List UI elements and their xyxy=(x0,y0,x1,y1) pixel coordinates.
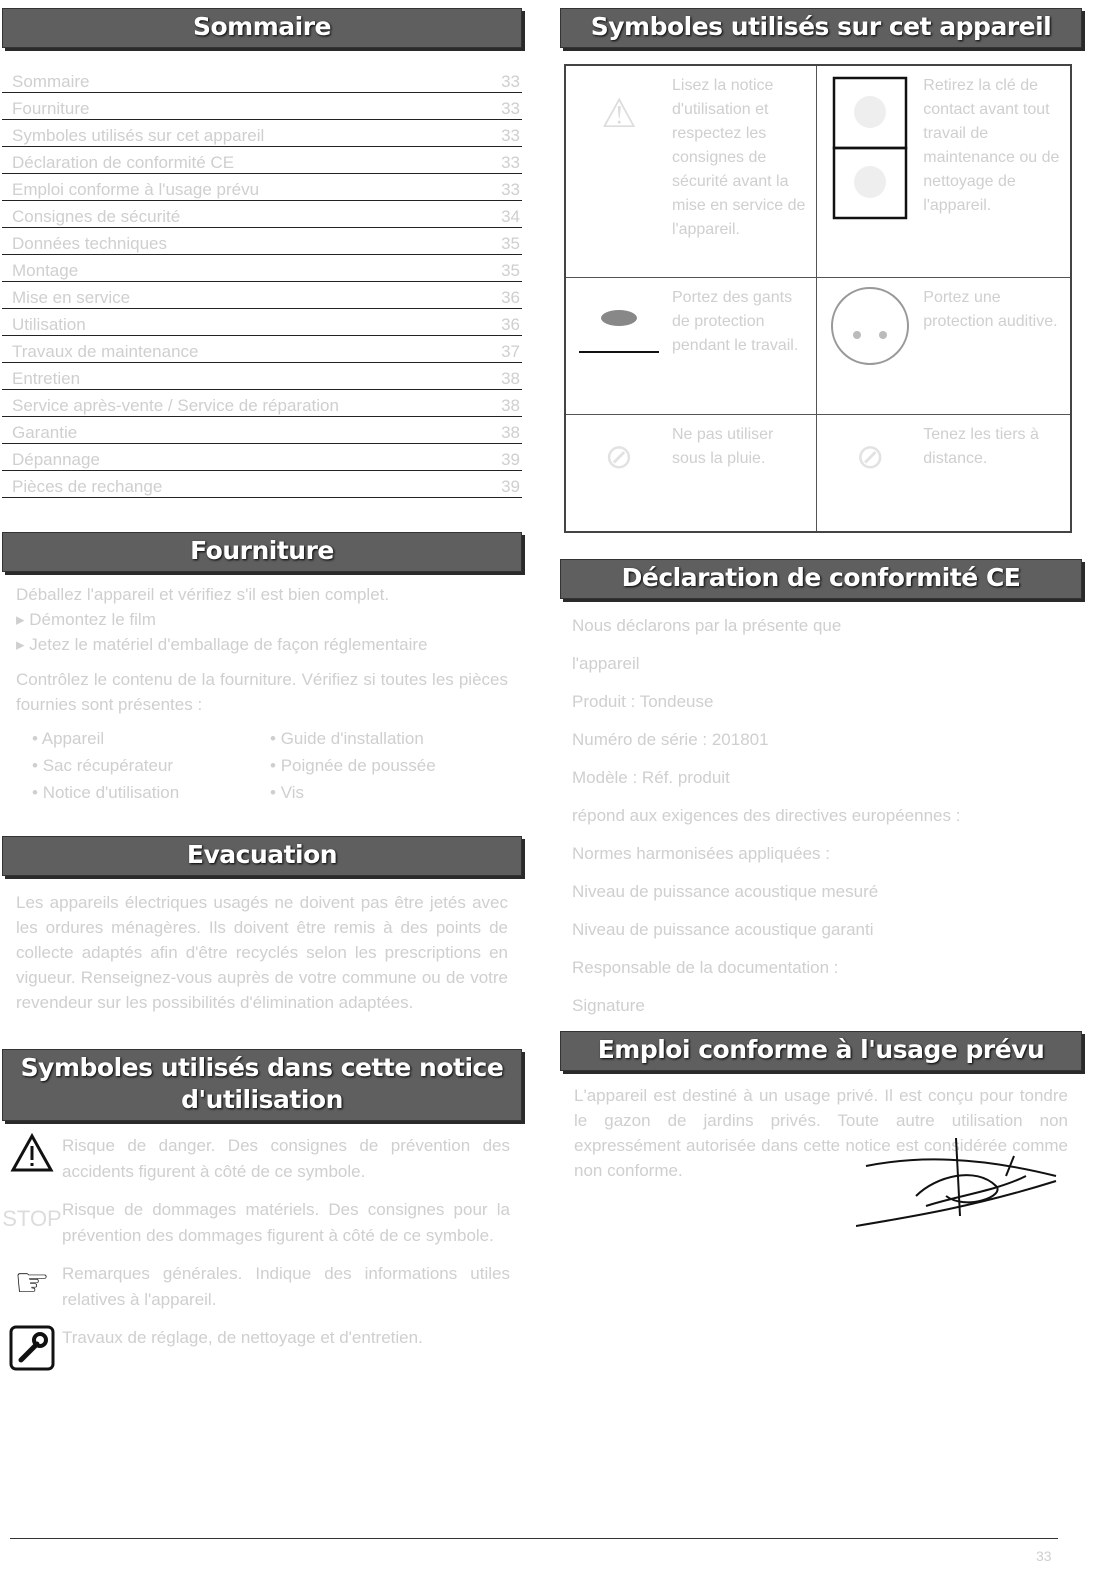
list-item: • Notice d'utilisation xyxy=(32,779,270,806)
symbol-cell xyxy=(817,65,1071,278)
book-warning-icon: ⚠ xyxy=(601,92,637,136)
symbol-cell xyxy=(817,415,1071,533)
symbol-row xyxy=(2,1133,522,1185)
symbol-cell xyxy=(565,65,817,278)
toc-item[interactable]: Sommaire 33 xyxy=(2,66,522,93)
device-symbols-table xyxy=(564,64,1072,533)
declaration-line: Niveau de puissance acoustique garanti xyxy=(572,920,874,939)
left-column xyxy=(2,8,522,1380)
sommaire-heading: Sommaire xyxy=(2,8,522,48)
footer-divider xyxy=(10,1538,1058,1539)
symbol-row xyxy=(2,1325,522,1380)
stop-icon: STOP xyxy=(2,1206,62,1231)
page-number: 33 xyxy=(1036,1548,1052,1564)
toc-item[interactable]: Consignes de sécurité 34 xyxy=(2,201,522,228)
fourniture-items xyxy=(2,717,522,806)
fourniture-bullets xyxy=(2,607,522,657)
toc-item[interactable]: Mise en service 36 xyxy=(2,282,522,309)
symbol-row xyxy=(2,1261,522,1313)
toc-item[interactable]: Entretien 38 xyxy=(2,363,522,390)
symbol-cell-text: Portez une protection auditive. xyxy=(923,289,1058,330)
declaration-line: Numéro de série : 201801 xyxy=(572,730,769,749)
list-item: • Poignée de poussée xyxy=(270,752,508,779)
declaration-line: répond aux exigences des directives européennes : xyxy=(572,806,961,825)
symbol-text: Travaux de réglage, de nettoyage et d'entretien. xyxy=(62,1328,423,1347)
list-item: • Appareil xyxy=(32,725,270,752)
list-item: • Vis xyxy=(270,779,508,806)
hearing-protection-icon xyxy=(825,286,915,366)
declaration-heading: Déclaration de conformité CE xyxy=(560,559,1082,599)
fourniture-section xyxy=(2,532,522,806)
toc-item[interactable]: Utilisation 36 xyxy=(2,309,522,336)
emploi-heading: Emploi conforme à l'usage prévu xyxy=(560,1031,1082,1071)
list-item: ▸ Démontez le film xyxy=(16,607,508,632)
emploi-text: L'appareil est destiné à un usage privé. Il est conçu pour tondre le gazon de jardins privés. Toute autre utilisation non expressément autorisée dans cette notice est considérée comme non conforme. xyxy=(574,1086,1068,1180)
heading-line-1: Symboles utilisés dans cette notice xyxy=(20,1053,504,1082)
declaration-line: Signature xyxy=(572,996,645,1015)
list-item: • Sac récupérateur xyxy=(32,752,270,779)
declaration-body xyxy=(560,599,1082,1019)
toc-item[interactable]: Symboles utilisés sur cet appareil 33 xyxy=(2,120,522,147)
toc-item[interactable]: Emploi conforme à l'usage prévu 33 xyxy=(2,174,522,201)
symbol-cell-text: Retirez la clé de contact avant tout travail de maintenance ou de nettoyage de l'appareil. xyxy=(923,77,1060,214)
toc-item[interactable]: Pièces de rechange 39 xyxy=(2,471,522,498)
symbol-cell-text: Portez des gants de protection pendant le travail. xyxy=(672,289,799,354)
symbol-cell xyxy=(817,278,1071,415)
toc-item[interactable]: Montage 35 xyxy=(2,255,522,282)
toc-item[interactable]: Dépannage 39 xyxy=(2,444,522,471)
symbol-cell-text: Ne pas utiliser sous la pluie. xyxy=(672,426,774,467)
symbol-text: Remarques générales. Indique des informations utiles relatives à l'appareil. xyxy=(62,1264,510,1309)
declaration-line: Niveau de puissance acoustique mesuré xyxy=(572,882,879,901)
evacuation-section xyxy=(2,836,522,1015)
symbol-text: Risque de dommages matériels. Des consignes pour la prévention des dommages figurent à côté de ce symbole. xyxy=(62,1200,510,1245)
declaration-line: Nous déclarons par la présente que xyxy=(572,616,842,635)
symbol-cell xyxy=(565,278,817,415)
symboles-notice-section xyxy=(2,1049,522,1380)
symboles-appareil-heading: Symboles utilisés sur cet appareil xyxy=(560,8,1082,48)
symbol-row xyxy=(2,1197,522,1249)
list-item: • Guide d'installation xyxy=(270,725,508,752)
symbol-cell xyxy=(565,415,817,533)
pictogram-box-icon xyxy=(825,74,915,224)
no-children-icon: ⊘ xyxy=(856,438,885,476)
heading-line-2: d'utilisation xyxy=(181,1085,343,1114)
hand-pointer-icon: ☞ xyxy=(14,1261,50,1305)
symbol-cell-text: Tenez les tiers à distance. xyxy=(923,426,1039,467)
declaration-section xyxy=(560,559,1082,1019)
declaration-line: Modèle : Réf. produit xyxy=(572,768,730,787)
list-item: ▸ Jetez le matériel d'emballage de façon réglementaire xyxy=(16,632,508,657)
toc-item[interactable]: Fourniture 33 xyxy=(2,93,522,120)
warning-icon xyxy=(2,1133,62,1182)
toc-item[interactable]: Garantie 38 xyxy=(2,417,522,444)
declaration-line: Produit : Tondeuse xyxy=(572,692,714,711)
toc-item[interactable]: Travaux de maintenance 37 xyxy=(2,336,522,363)
symboles-notice-heading xyxy=(2,1049,522,1121)
toc-item[interactable]: Données techniques 35 xyxy=(2,228,522,255)
signature-image xyxy=(856,1136,1066,1251)
symbol-cell-text: Lisez la notice d'utilisation et respectez les consignes de sécurité avant la mise en service de l'appareil. xyxy=(672,77,806,238)
evacuation-text: Les appareils électriques usagés ne doivent pas être jetés avec les ordures ménagères. Ils doivent être remis à des points de collecte adaptés afin d'être recyclés selon les prescriptions en vigueur. Renseignez-vous auprès de votre commune ou de votre revendeur sur les possibilités d'élimination adaptées. xyxy=(16,893,508,1012)
fourniture-heading: Fourniture xyxy=(2,532,522,572)
table-of-contents xyxy=(2,66,522,498)
right-column xyxy=(560,8,1082,1183)
wrench-icon xyxy=(2,1325,62,1380)
fourniture-intro: Déballez l'appareil et vérifiez s'il est bien complet. xyxy=(16,585,390,604)
toc-item[interactable]: Déclaration de conformité CE 33 xyxy=(2,147,522,174)
fourniture-para: Contrôlez le contenu de la fourniture. Vérifiez si toutes les pièces fournies sont présentes : xyxy=(16,670,508,714)
no-rain-icon: ⊘ xyxy=(604,438,634,476)
symbol-text: Risque de danger. Des consignes de prévention des accidents figurent à côté de ce symbole. xyxy=(62,1136,510,1181)
declaration-line: Normes harmonisées appliquées : xyxy=(572,844,830,863)
gloves-icon xyxy=(574,286,664,366)
declaration-line: Responsable de la documentation : xyxy=(572,958,839,977)
evacuation-heading: Evacuation xyxy=(2,836,522,876)
toc-item[interactable]: Service après-vente / Service de réparation 38 xyxy=(2,390,522,417)
declaration-line: l'appareil xyxy=(572,654,640,673)
